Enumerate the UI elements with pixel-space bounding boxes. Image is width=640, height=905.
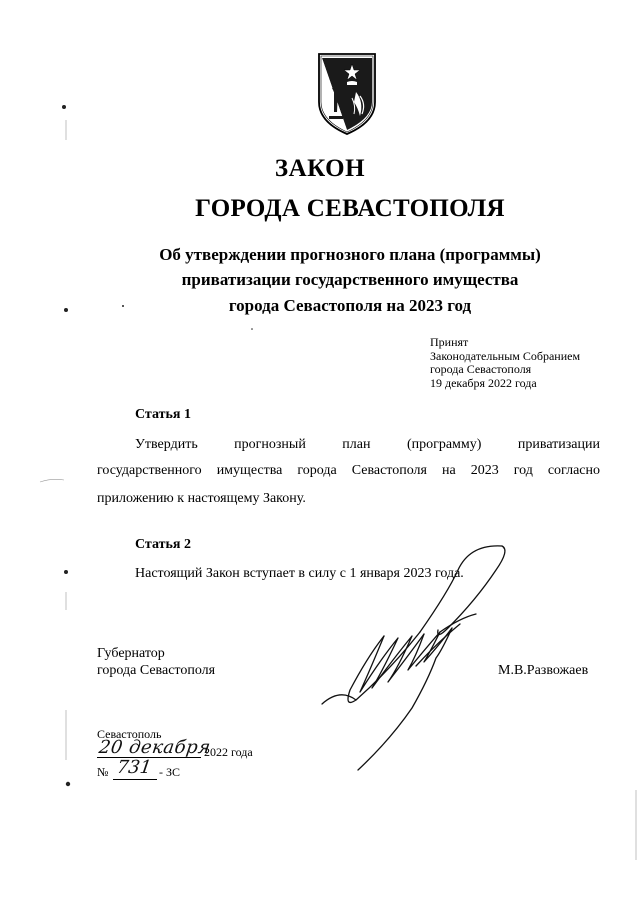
article-2-line-1: Настоящий Закон вступает в силу с 1 января 2023 года.	[135, 566, 464, 581]
law-subtitle-line-1: Об утверждении прогнозного плана (программы)	[159, 245, 541, 264]
adoption-line-3: города Севастополя	[430, 362, 532, 376]
article-2-title: Статья 2	[135, 537, 191, 552]
handwritten-number: 731	[115, 757, 153, 778]
law-city-title: ГОРОДА СЕВАСТОПОЛЯ	[195, 195, 505, 222]
number-label: №	[97, 765, 109, 779]
date-year: 2022 года	[204, 745, 253, 759]
handwritten-date: 20 декабря	[97, 737, 213, 758]
governor-position-line-1: Губернатор	[97, 646, 165, 661]
article-1-line-3: приложению к настоящему Закону.	[97, 491, 306, 506]
adoption-line-2: Законодательным Собранием	[430, 348, 581, 363]
article-1-title: Статья 1	[135, 407, 191, 422]
number-suffix: - ЗС	[159, 765, 181, 779]
adoption-line-1: Принят	[430, 335, 469, 349]
governor-position-line-2: города Севастополя	[97, 663, 216, 678]
law-title: ЗАКОН	[274, 155, 366, 182]
article-1-line-2: государственного имущества города Севастополя на 2023 год согласно	[97, 463, 600, 478]
governor-name: М.В.Развожаев	[498, 663, 589, 678]
law-subtitle-line-2: приватизации государственного имущества	[181, 270, 519, 289]
adoption-date: 19 декабря 2022 года	[430, 375, 537, 390]
signing-place: Севастополь	[97, 727, 162, 741]
article-1-line-1: Утвердить прогнозный план (программу) приватизации	[135, 437, 600, 452]
law-subtitle-line-3: города Севастополя на 2023 год	[228, 296, 472, 315]
